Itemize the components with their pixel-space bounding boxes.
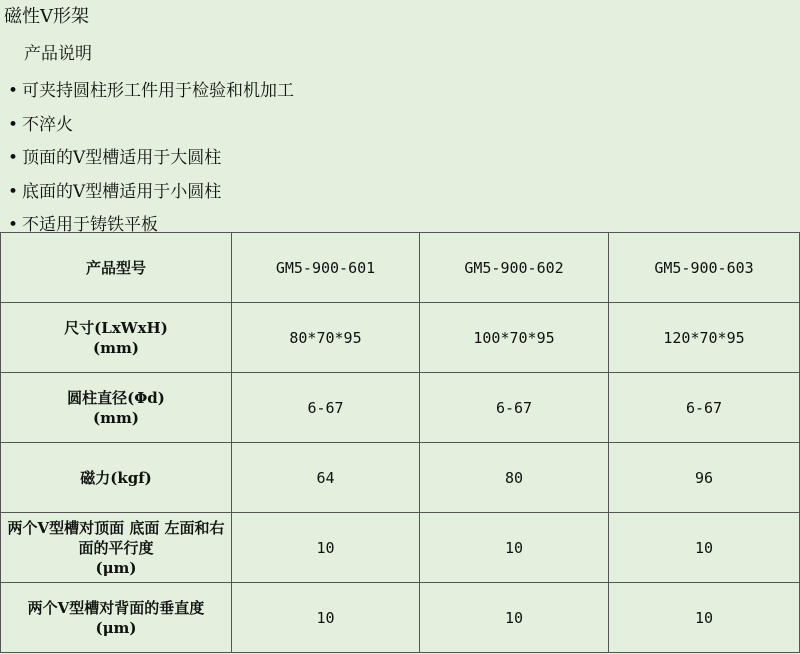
feature-text: 可夹持圆柱形工件用于检验和机加工 [22, 81, 294, 101]
spec-table [0, 232, 800, 653]
bullet-icon: • [8, 114, 19, 135]
row-label [1, 373, 232, 443]
table-row [1, 373, 800, 443]
table-row [1, 303, 800, 373]
row-label-unit: (mm) [93, 408, 139, 427]
value-cell: 80 [420, 443, 609, 513]
value-cell: 100*70*95 [420, 303, 609, 373]
model-cell: GM5-900-601 [232, 233, 420, 303]
product-title: 磁性V形架 [4, 6, 89, 27]
product-description-heading: 产品说明 [24, 44, 92, 64]
feature-item [8, 142, 294, 176]
value-cell: 10 [420, 583, 609, 653]
value-cell: 10 [232, 513, 420, 583]
value-cell: 80*70*95 [232, 303, 420, 373]
bullet-icon: • [8, 181, 19, 202]
feature-text: 不淬火 [22, 114, 73, 135]
value-cell: 6-67 [609, 373, 800, 443]
value-cell: 10 [420, 513, 609, 583]
value-cell: 10 [609, 583, 800, 653]
header-label: 产品型号 [1, 233, 232, 303]
model-cell: GM5-900-602 [420, 233, 609, 303]
row-label [1, 443, 232, 513]
table-row [1, 513, 800, 583]
feature-text: 底面的V型槽适用于小圆柱 [22, 181, 222, 202]
row-label-unit: (μm) [95, 618, 137, 637]
row-label-line: 两个V型槽对顶面 底面 左面和右面的平行度 [7, 518, 225, 557]
row-label-line: 尺寸(LxWxH) [64, 318, 168, 337]
feature-item [8, 109, 294, 143]
value-cell: 96 [609, 443, 800, 513]
feature-text: 顶面的V型槽适用于大圆柱 [22, 148, 222, 168]
row-label-line: 圆柱直径(Φd) [67, 388, 165, 407]
value-cell: 10 [232, 583, 420, 653]
value-cell: 6-67 [420, 373, 609, 443]
row-label [1, 583, 232, 653]
row-label-line: 两个V型槽对背面的垂直度 [27, 598, 205, 617]
value-cell: 6-67 [232, 373, 420, 443]
feature-text: 不适用于铸铁平板 [22, 215, 158, 235]
row-label-line: 磁力(kgf) [80, 468, 152, 487]
row-label-unit: (mm) [93, 338, 139, 357]
bullet-icon: • [8, 215, 19, 235]
row-label [1, 303, 232, 373]
feature-list [8, 75, 294, 243]
row-label-unit: (μm) [95, 558, 137, 577]
table-row [1, 583, 800, 653]
value-cell: 10 [609, 513, 800, 583]
table-row [1, 443, 800, 513]
feature-item [8, 176, 294, 210]
table-header-row [1, 233, 800, 303]
row-label [1, 513, 232, 583]
model-cell: GM5-900-603 [609, 233, 800, 303]
value-cell: 64 [232, 443, 420, 513]
bullet-icon: • [8, 148, 19, 168]
feature-item [8, 75, 294, 109]
bullet-icon: • [8, 81, 19, 101]
value-cell: 120*70*95 [609, 303, 800, 373]
